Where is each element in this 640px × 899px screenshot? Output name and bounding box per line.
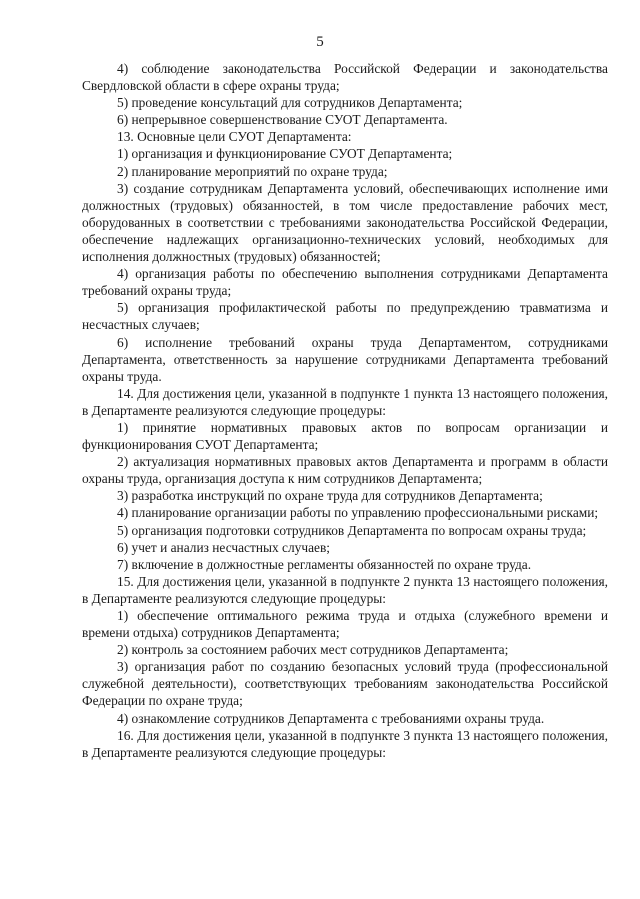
paragraph-14-item-7: 7) включение в должностные регламенты обязанностей по охране труда. (117, 556, 532, 572)
paragraph-item-4: 4) соблюдение законодательства Российской Федерации и законодательства Свердловской области в сфере охраны труда; (82, 61, 608, 94)
paragraph-15-item-3: 3) организация работ по созданию безопасных условий труда (профессиональной служебной деятельности), соответствующих требованиям законодательства Российской Федерации по охране труда; (82, 659, 608, 709)
paragraph-13-item-1: 1) организация и функционирование СУОТ Департамента; (117, 146, 453, 162)
paragraph-section-14: 14. Для достижения цели, указанной в подпункте 1 пункта 13 настоящего положения, в Департаменте реализуются следующие процедуры: (82, 385, 608, 418)
paragraph-15-item-1: 1) обеспечение оптимального режима труда и отдыха (служебного времени и времени отдыха) сотрудников Департамента; (82, 608, 608, 641)
paragraph-section-15: 15. Для достижения цели, указанной в подпункте 2 пункта 13 настоящего положения, в Департаменте реализуются следующие процедуры: (82, 573, 608, 606)
paragraph-item-6: 6) непрерывное совершенствование СУОТ Департамента. (117, 112, 448, 128)
paragraph-14-item-4: 4) планирование организации работы по управлению профессиональными рисками; (117, 505, 599, 521)
paragraph-14-item-2: 2) актуализация нормативных правовых актов Департамента и программ в области охраны труда, организация доступа к ним сотрудников Департамента; (82, 454, 608, 487)
paragraph-section-16: 16. Для достижения цели, указанной в подпункте 3 пункта 13 настоящего положения, в Департаменте реализуются следующие процедуры: (82, 727, 608, 760)
paragraph-14-item-1: 1) принятие нормативных правовых актов по вопросам организации и функционирования СУОТ Департамента; (82, 419, 608, 453)
paragraph-13-item-4: 4) организация работы по обеспечению выполнения сотрудниками Департамента требований охраны труда; (82, 266, 608, 299)
document-body (82, 60, 608, 761)
paragraph-14-item-6: 6) учет и анализ несчастных случаев; (117, 539, 331, 555)
paragraph-15-item-4: 4) ознакомление сотрудников Департамента с требованиями охраны труда. (117, 710, 545, 726)
paragraph-13-item-3: 3) создание сотрудникам Департамента условий, обеспечивающих исполнение ими должностных (трудовых) обязанностей, в том числе предоставление рабочих мест, оборудованных в соответствии с требованиями законодательства Российской Федерации, обеспечение надлежащих организационно-технических условий, необходимых для исполнения должностных (трудовых) обязанностей; (82, 180, 608, 265)
paragraph-14-item-3: 3) разработка инструкций по охране труда для сотрудников Департамента; (117, 488, 543, 504)
paragraph-section-13: 13. Основные цели СУОТ Департамента: (117, 129, 352, 145)
paragraph-14-item-5: 5) организация подготовки сотрудников Департамента по вопросам охраны труда; (117, 522, 587, 538)
paragraph-13-item-5: 5) организация профилактической работы по предупреждению травматизма и несчастных случаев; (82, 300, 608, 333)
paragraph-15-item-2: 2) контроль за состоянием рабочих мест сотрудников Департамента; (117, 642, 509, 658)
page-number: 5 (316, 34, 324, 50)
paragraph-13-item-2: 2) планирование мероприятий по охране труда; (117, 163, 388, 179)
paragraph-13-item-6: 6) исполнение требований охраны труда Департаментом, сотрудниками Департамента, ответственность за нарушение сотрудниками Департамента требований охраны труда. (82, 334, 608, 384)
paragraph-item-5: 5) проведение консультаций для сотрудников Департамента; (117, 95, 463, 111)
